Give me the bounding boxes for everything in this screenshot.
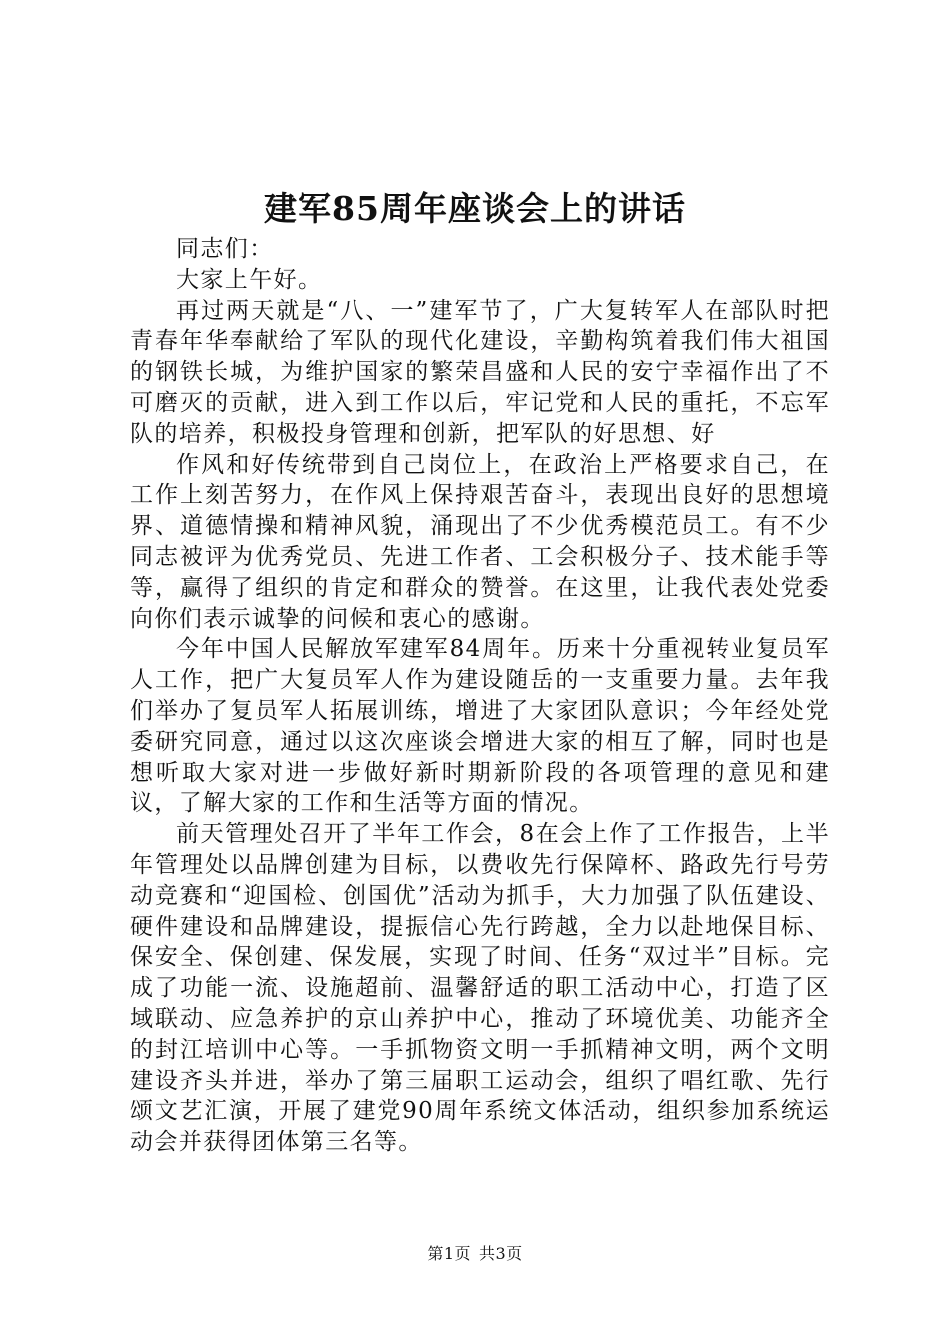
page-count: 共3页 <box>479 1244 523 1263</box>
page-footer <box>0 1243 950 1265</box>
page-number: 第1页 <box>427 1244 471 1263</box>
body-paragraph: 再过两天就是“八、一”建军节了，广大复转军人在部队时把青春年华奉献给了军队的现代化建设，辛勤构筑着我们伟大祖国的钢铁长城，为维护国家的繁荣昌盛和人民的安宁幸福作出了不可磨灭的贡献，进入到工作以后，牢记党和人民的重托，不忘军队的培养，积极投身管理和创新，把军队的好思想、好 <box>130 297 830 447</box>
salutation-paragraph: 大家上午好。 <box>176 266 323 293</box>
greeting-paragraph: 同志们： <box>176 236 274 262</box>
document-body <box>130 234 830 1158</box>
document-title: 建军85周年座谈会上的讲话 <box>264 189 686 228</box>
body-paragraph: 今年中国人民解放军建军84周年。历来十分重视转业复员军人工作，把广大复员军人作为建设随岳的一支重要力量。去年我们举办了复员军人拓展训练，增进了大家团队意识；今年经处党委研究同意，通过以这次座谈会增进大家的相互了解，同时也是想听取大家对进一步做好新时期新阶段的各项管理的意见和建议，了解大家的工作和生活等方面的情况。 <box>130 636 830 817</box>
body-paragraph: 作风和好传统带到自己岗位上，在政治上严格要求自己，在工作上刻苦努力，在作风上保持艰苦奋斗，表现出良好的思想境界、道德情操和精神风貌，涌现出了不少优秀模范员工。有不少同志被评为优秀党员、先进工作者、工会积极分子、技术能手等等，赢得了组织的肯定和群众的赞誉。在这里，让我代表处党委向你们表示诚挚的问候和衷心的感谢。 <box>130 451 830 632</box>
body-paragraph: 前天管理处召开了半年工作会，8在会上作了工作报告，上半年管理处以品牌创建为目标，以费收先行保障杯、路政先行号劳动竞赛和“迎国检、创国优”活动为抓手，大力加强了队伍建设、硬件建设和品牌建设，提振信心先行跨越，全力以赴地保目标、保安全、保创建、保发展，实现了时间、任务“双过半”目标。完成了功能一流、设施超前、温馨舒适的职工活动中心，打造了区域联动、应急养护的京山养护中心，推动了环境优美、功能齐全的封江培训中心等。一手抓物资文明一手抓精神文明，两个文明建设齐头并进，举办了第三届职工运动会，组织了唱红歌、先行颂文艺汇演，开展了建党90周年系统文体活动，组织参加系统运动会并获得团体第三名等。 <box>130 821 830 1156</box>
